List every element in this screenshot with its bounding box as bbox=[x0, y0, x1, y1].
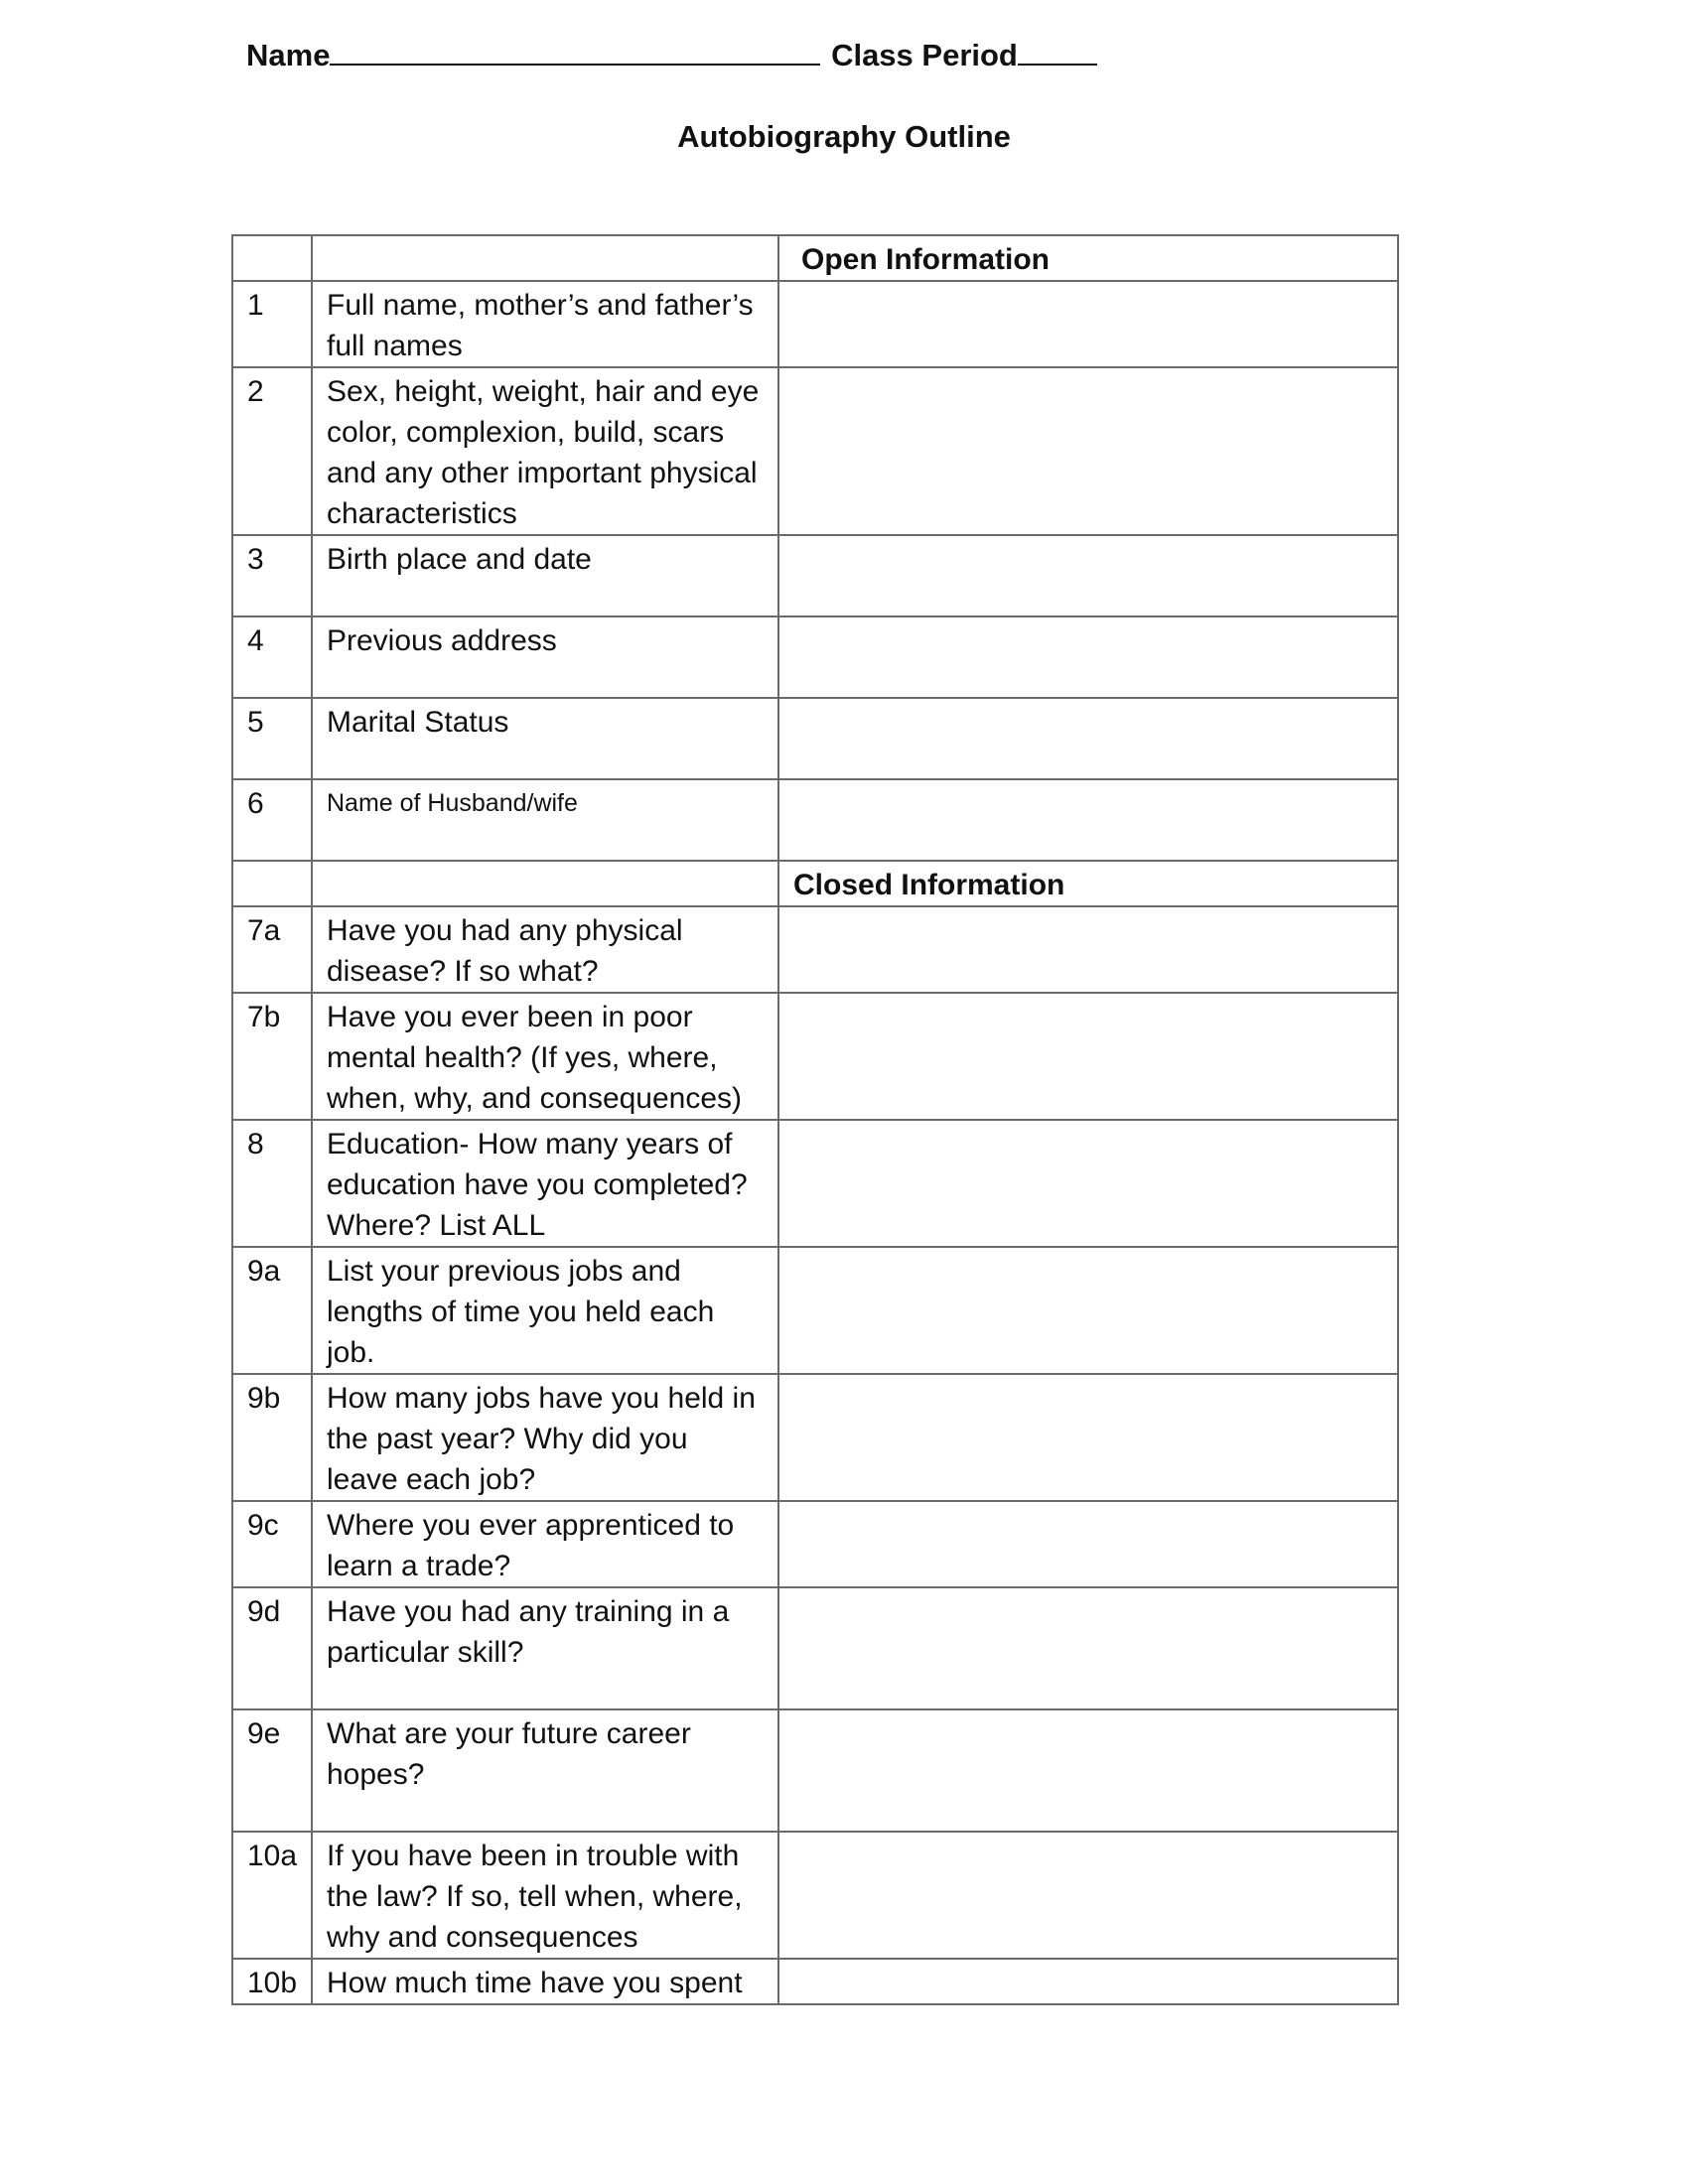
table-row bbox=[232, 281, 1398, 367]
row-prompt: Marital Status bbox=[312, 698, 778, 779]
table-row bbox=[232, 1120, 1398, 1247]
class-period-field[interactable] bbox=[1018, 38, 1097, 66]
table-row bbox=[232, 1587, 1398, 1709]
row-number: 9e bbox=[232, 1709, 312, 1832]
table-cell bbox=[312, 235, 778, 281]
section-row-open bbox=[232, 235, 1398, 281]
row-number: 9c bbox=[232, 1501, 312, 1587]
row-number: 3 bbox=[232, 535, 312, 616]
row-number: 10a bbox=[232, 1832, 312, 1959]
answer-cell[interactable] bbox=[778, 1374, 1398, 1501]
row-number: 7b bbox=[232, 993, 312, 1120]
table-row bbox=[232, 1501, 1398, 1587]
answer-cell[interactable] bbox=[778, 367, 1398, 535]
row-prompt: How many jobs have you held in the past year? Why did you leave each job? bbox=[312, 1374, 778, 1501]
answer-cell[interactable] bbox=[778, 1587, 1398, 1709]
row-number: 9a bbox=[232, 1247, 312, 1374]
table-row bbox=[232, 1959, 1398, 2004]
row-prompt: Sex, height, weight, hair and eye color, complexion, build, scars and any other important physical characteristics bbox=[312, 367, 778, 535]
row-number: 5 bbox=[232, 698, 312, 779]
table-cell bbox=[232, 235, 312, 281]
row-number: 2 bbox=[232, 367, 312, 535]
row-prompt: Birth place and date bbox=[312, 535, 778, 616]
row-number: 8 bbox=[232, 1120, 312, 1247]
row-number: 10b bbox=[232, 1959, 312, 2004]
row-prompt: List your previous jobs and lengths of time you held each job. bbox=[312, 1247, 778, 1374]
name-label: Name bbox=[246, 38, 331, 72]
row-prompt: How much time have you spent bbox=[312, 1959, 778, 2004]
row-prompt: Where you ever apprenticed to learn a trade? bbox=[312, 1501, 778, 1587]
row-prompt: If you have been in trouble with the law? If so, tell when, where, why and consequences bbox=[312, 1832, 778, 1959]
table-row bbox=[232, 1832, 1398, 1959]
row-prompt: Full name, mother’s and father’s full names bbox=[312, 281, 778, 367]
closed-information-heading: Closed Information bbox=[778, 861, 1398, 906]
table-row bbox=[232, 367, 1398, 535]
row-number: 1 bbox=[232, 281, 312, 367]
answer-cell[interactable] bbox=[778, 1120, 1398, 1247]
answer-cell[interactable] bbox=[778, 1832, 1398, 1959]
table-cell bbox=[232, 861, 312, 906]
table-row bbox=[232, 906, 1398, 993]
answer-cell[interactable] bbox=[778, 616, 1398, 698]
name-field[interactable] bbox=[330, 38, 820, 66]
answer-cell[interactable] bbox=[778, 281, 1398, 367]
row-number: 9d bbox=[232, 1587, 312, 1709]
table-row bbox=[232, 993, 1398, 1120]
header bbox=[246, 38, 1097, 73]
class-period-label: Class Period bbox=[831, 38, 1018, 72]
page-title: Autobiography Outline bbox=[677, 119, 1011, 154]
row-prompt: Education- How many years of education have you completed? Where? List ALL bbox=[312, 1120, 778, 1247]
row-prompt: Have you had any physical disease? If so what? bbox=[312, 906, 778, 993]
row-number: 7a bbox=[232, 906, 312, 993]
table-row bbox=[232, 535, 1398, 616]
open-information-heading: Open Information bbox=[778, 235, 1398, 281]
answer-cell[interactable] bbox=[778, 1709, 1398, 1832]
table-row bbox=[232, 616, 1398, 698]
row-prompt: Name of Husband/wife bbox=[312, 779, 778, 861]
answer-cell[interactable] bbox=[778, 1247, 1398, 1374]
row-prompt: Previous address bbox=[312, 616, 778, 698]
row-prompt: Have you had any training in a particular skill? bbox=[312, 1587, 778, 1709]
outline-table bbox=[231, 234, 1399, 2005]
row-prompt: Have you ever been in poor mental health? (If yes, where, when, why, and consequences) bbox=[312, 993, 778, 1120]
table-row bbox=[232, 698, 1398, 779]
section-row-closed bbox=[232, 861, 1398, 906]
table-cell bbox=[312, 861, 778, 906]
answer-cell[interactable] bbox=[778, 535, 1398, 616]
row-number: 6 bbox=[232, 779, 312, 861]
row-number: 4 bbox=[232, 616, 312, 698]
table-row bbox=[232, 779, 1398, 861]
answer-cell[interactable] bbox=[778, 993, 1398, 1120]
answer-cell[interactable] bbox=[778, 779, 1398, 861]
table-row bbox=[232, 1247, 1398, 1374]
row-number: 9b bbox=[232, 1374, 312, 1501]
answer-cell[interactable] bbox=[778, 1959, 1398, 2004]
answer-cell[interactable] bbox=[778, 906, 1398, 993]
answer-cell[interactable] bbox=[778, 1501, 1398, 1587]
answer-cell[interactable] bbox=[778, 698, 1398, 779]
row-prompt: What are your future career hopes? bbox=[312, 1709, 778, 1832]
table-row bbox=[232, 1374, 1398, 1501]
table-row bbox=[232, 1709, 1398, 1832]
